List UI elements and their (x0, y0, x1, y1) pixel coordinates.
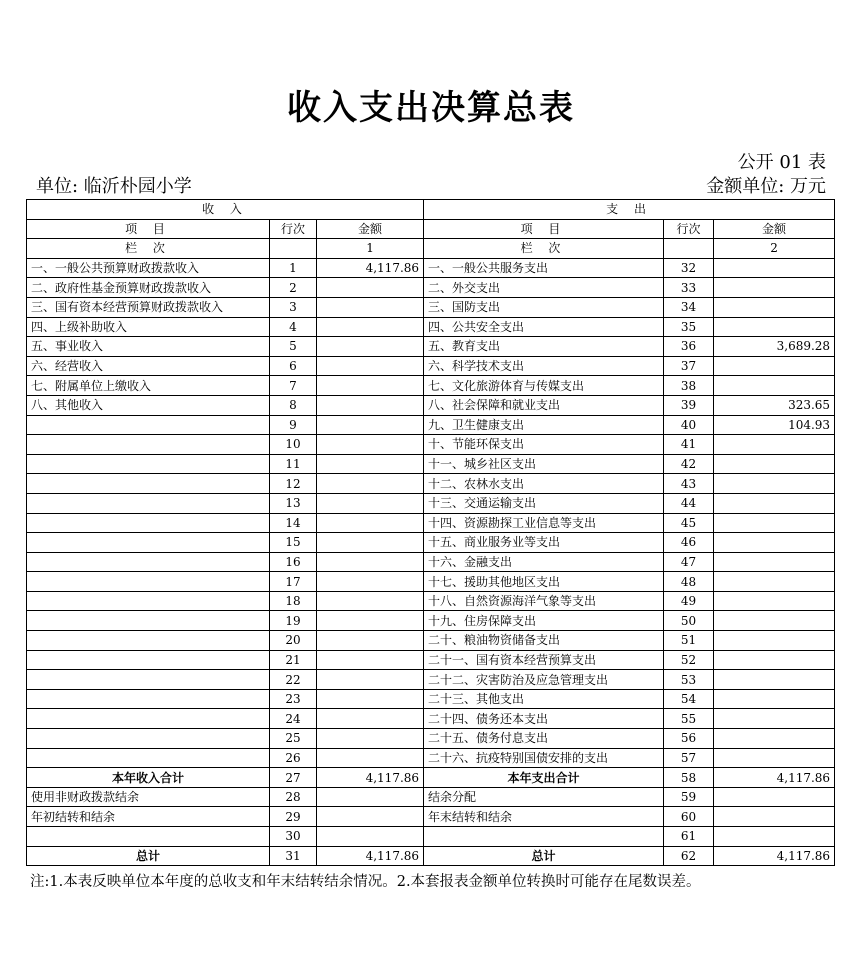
expense-item-name: 二十二、灾害防治及应急管理支出 (424, 670, 664, 690)
income-row-no: 15 (270, 533, 317, 553)
income-row-no: 4 (270, 317, 317, 337)
income-item-header: 项 目 (27, 219, 270, 239)
income-row-no: 16 (270, 552, 317, 572)
income-amount (317, 670, 424, 690)
expense-row-no: 44 (664, 493, 714, 513)
income-item-name: 本年收入合计 (27, 768, 270, 788)
income-amount (317, 513, 424, 533)
expense-item-name: 三、国防支出 (424, 297, 664, 317)
column-number-row (27, 239, 835, 259)
expense-row-no: 61 (664, 827, 714, 847)
table-row (27, 435, 835, 455)
expense-row-no: 58 (664, 768, 714, 788)
expense-row-no: 52 (664, 650, 714, 670)
income-item-name (27, 474, 270, 494)
expense-amount: 4,117.86 (714, 846, 835, 866)
expense-column-blank (664, 239, 714, 259)
expense-item-name: 十九、住房保障支出 (424, 611, 664, 631)
table-row (27, 827, 835, 847)
income-item-name (27, 650, 270, 670)
income-row-no: 24 (270, 709, 317, 729)
expense-amount (714, 807, 835, 827)
income-item-name (27, 631, 270, 651)
income-row-no: 25 (270, 729, 317, 749)
expense-row-no: 57 (664, 748, 714, 768)
income-amount (317, 611, 424, 631)
income-item-name (27, 729, 270, 749)
income-item-name (27, 513, 270, 533)
table-row (27, 689, 835, 709)
income-amount (317, 376, 424, 396)
expense-row-no: 35 (664, 317, 714, 337)
income-item-name: 二、政府性基金预算财政拨款收入 (27, 278, 270, 298)
income-row-no: 23 (270, 689, 317, 709)
income-item-name (27, 572, 270, 592)
expense-amount (714, 317, 835, 337)
expense-amount (714, 689, 835, 709)
income-amount (317, 493, 424, 513)
income-amount (317, 474, 424, 494)
income-row-no: 22 (270, 670, 317, 690)
table-row (27, 787, 835, 807)
income-amount (317, 356, 424, 376)
income-row-no: 3 (270, 297, 317, 317)
income-amount (317, 552, 424, 572)
table-row (27, 650, 835, 670)
expense-amount (714, 572, 835, 592)
income-row-no: 8 (270, 395, 317, 415)
income-item-name: 一、一般公共预算财政拨款收入 (27, 258, 270, 278)
expense-item-name (424, 827, 664, 847)
expense-item-name: 十六、金融支出 (424, 552, 664, 572)
expense-row-no: 45 (664, 513, 714, 533)
income-item-name (27, 454, 270, 474)
expense-amount (714, 493, 835, 513)
income-row-no-header: 行次 (270, 219, 317, 239)
table-row (27, 258, 835, 278)
income-row-no: 9 (270, 415, 317, 435)
expense-row-no: 32 (664, 258, 714, 278)
income-item-name (27, 415, 270, 435)
expense-row-no: 59 (664, 787, 714, 807)
income-item-name: 使用非财政拨款结余 (27, 787, 270, 807)
table-row (27, 278, 835, 298)
income-item-name (27, 611, 270, 631)
income-amount (317, 337, 424, 357)
income-item-name: 五、事业收入 (27, 337, 270, 357)
expense-column-label: 栏 次 (424, 239, 664, 259)
expense-item-name: 二十四、债务还本支出 (424, 709, 664, 729)
expense-row-no: 33 (664, 278, 714, 298)
expense-row-no: 43 (664, 474, 714, 494)
expense-row-no: 39 (664, 395, 714, 415)
expense-item-name: 二、外交支出 (424, 278, 664, 298)
expense-amount (714, 258, 835, 278)
income-item-name: 年初结转和结余 (27, 807, 270, 827)
expense-item-name: 十三、交通运输支出 (424, 493, 664, 513)
expense-row-no: 36 (664, 337, 714, 357)
expense-item-name: 十一、城乡社区支出 (424, 454, 664, 474)
income-amount (317, 395, 424, 415)
income-row-no: 1 (270, 258, 317, 278)
expense-amount (714, 356, 835, 376)
expense-amount (714, 435, 835, 455)
expense-amount (714, 474, 835, 494)
income-amount (317, 435, 424, 455)
income-amount (317, 689, 424, 709)
table-row (27, 513, 835, 533)
expense-row-no: 47 (664, 552, 714, 572)
expense-amount (714, 552, 835, 572)
table-row (27, 670, 835, 690)
income-amount (317, 415, 424, 435)
expense-row-no: 34 (664, 297, 714, 317)
income-amount (317, 297, 424, 317)
income-amount (317, 454, 424, 474)
income-row-no: 5 (270, 337, 317, 357)
expense-amount (714, 533, 835, 553)
expense-amount (714, 670, 835, 690)
income-amount: 4,117.86 (317, 846, 424, 866)
expense-item-name: 十五、商业服务业等支出 (424, 533, 664, 553)
income-column-blank (270, 239, 317, 259)
expense-row-no: 37 (664, 356, 714, 376)
expense-row-no: 38 (664, 376, 714, 396)
income-row-no: 18 (270, 591, 317, 611)
table-row (27, 474, 835, 494)
expense-item-name: 五、教育支出 (424, 337, 664, 357)
expense-item-name: 十四、资源勘探工业信息等支出 (424, 513, 664, 533)
expense-amount (714, 297, 835, 317)
income-row-no: 17 (270, 572, 317, 592)
expense-column-no: 2 (714, 239, 835, 259)
expense-row-no: 46 (664, 533, 714, 553)
table-body (27, 200, 835, 866)
income-item-name (27, 591, 270, 611)
expense-amount (714, 748, 835, 768)
expense-row-no: 48 (664, 572, 714, 592)
expense-item-name: 二十、粮油物资储备支出 (424, 631, 664, 651)
expense-item-name: 二十一、国有资本经营预算支出 (424, 650, 664, 670)
form-number: 公开 01 表 (737, 152, 826, 173)
table-row (27, 807, 835, 827)
income-row-no: 7 (270, 376, 317, 396)
table-row (27, 415, 835, 435)
expense-row-no: 40 (664, 415, 714, 435)
income-row-no: 21 (270, 650, 317, 670)
footnote: 注:1.本表反映单位本年度的总收支和年末结转结余情况。2.本套报表金额单位转换时可能存在尾数误差。 (30, 874, 701, 890)
income-row-no: 10 (270, 435, 317, 455)
income-amount (317, 748, 424, 768)
income-item-name (27, 533, 270, 553)
expense-amount (714, 827, 835, 847)
expense-amount: 104.93 (714, 415, 835, 435)
table-subheader-row (27, 219, 835, 239)
table-row (27, 552, 835, 572)
income-row-no: 19 (270, 611, 317, 631)
table-row (27, 395, 835, 415)
expense-item-name: 四、公共安全支出 (424, 317, 664, 337)
expense-row-no: 53 (664, 670, 714, 690)
income-row-no: 11 (270, 454, 317, 474)
income-row-no: 20 (270, 631, 317, 651)
expense-row-no: 56 (664, 729, 714, 749)
expense-amount: 323.65 (714, 395, 835, 415)
expense-item-name: 七、文化旅游体育与传媒支出 (424, 376, 664, 396)
expense-row-no: 54 (664, 689, 714, 709)
income-amount (317, 729, 424, 749)
income-amount (317, 317, 424, 337)
income-row-no: 27 (270, 768, 317, 788)
income-amount-header: 金额 (317, 219, 424, 239)
table-row (27, 454, 835, 474)
expense-amount: 3,689.28 (714, 337, 835, 357)
income-amount (317, 650, 424, 670)
income-row-no: 14 (270, 513, 317, 533)
table-row (27, 709, 835, 729)
income-row-no: 26 (270, 748, 317, 768)
grand-total-row (27, 846, 835, 866)
expense-amount (714, 591, 835, 611)
expense-item-name: 结余分配 (424, 787, 664, 807)
income-expense-table (26, 199, 835, 866)
table-header-row (27, 200, 835, 220)
income-amount (317, 631, 424, 651)
expense-amount (714, 454, 835, 474)
income-row-no: 6 (270, 356, 317, 376)
table-row (27, 591, 835, 611)
expense-amount (714, 513, 835, 533)
table-row (27, 493, 835, 513)
expense-item-name: 十七、援助其他地区支出 (424, 572, 664, 592)
expense-item-name: 年末结转和结余 (424, 807, 664, 827)
table-row (27, 729, 835, 749)
expense-item-name: 十八、自然资源海洋气象等支出 (424, 591, 664, 611)
expense-row-no: 42 (664, 454, 714, 474)
expense-amount (714, 611, 835, 631)
unit-label: 单位: 临沂朴园小学 (36, 176, 192, 197)
page-title: 收入支出决算总表 (287, 88, 575, 128)
income-amount (317, 827, 424, 847)
income-amount: 4,117.86 (317, 258, 424, 278)
table-row (27, 631, 835, 651)
table-row (27, 572, 835, 592)
income-row-no: 30 (270, 827, 317, 847)
income-row-no: 28 (270, 787, 317, 807)
currency-unit-label: 金额单位: 万元 (706, 176, 826, 197)
expense-item-name: 十二、农林水支出 (424, 474, 664, 494)
income-item-name (27, 552, 270, 572)
expense-row-no: 55 (664, 709, 714, 729)
expense-item-header: 项 目 (424, 219, 664, 239)
income-item-name: 六、经营收入 (27, 356, 270, 376)
income-item-name (27, 493, 270, 513)
income-item-name (27, 435, 270, 455)
expense-row-no: 62 (664, 846, 714, 866)
table-row (27, 533, 835, 553)
income-column-no: 1 (317, 239, 424, 259)
expense-item-name: 一、一般公共服务支出 (424, 258, 664, 278)
income-row-no: 29 (270, 807, 317, 827)
income-amount (317, 278, 424, 298)
table-row (27, 317, 835, 337)
income-item-name (27, 748, 270, 768)
income-row-no: 12 (270, 474, 317, 494)
expense-amount (714, 650, 835, 670)
expense-item-name: 二十三、其他支出 (424, 689, 664, 709)
income-amount (317, 572, 424, 592)
expense-row-no: 49 (664, 591, 714, 611)
income-amount: 4,117.86 (317, 768, 424, 788)
income-amount (317, 709, 424, 729)
income-amount (317, 787, 424, 807)
expense-amount (714, 631, 835, 651)
income-amount (317, 591, 424, 611)
expense-item-name: 十、节能环保支出 (424, 435, 664, 455)
table-row (27, 376, 835, 396)
expense-item-name: 八、社会保障和就业支出 (424, 395, 664, 415)
expense-amount (714, 787, 835, 807)
expense-amount (714, 278, 835, 298)
income-item-name (27, 689, 270, 709)
income-amount (317, 533, 424, 553)
year-total-row (27, 768, 835, 788)
income-item-name: 七、附属单位上缴收入 (27, 376, 270, 396)
income-row-no: 2 (270, 278, 317, 298)
expense-item-name: 二十六、抗疫特别国债安排的支出 (424, 748, 664, 768)
table-row (27, 748, 835, 768)
table-row (27, 356, 835, 376)
expense-amount (714, 729, 835, 749)
expense-item-name: 本年支出合计 (424, 768, 664, 788)
income-item-name: 三、国有资本经营预算财政拨款收入 (27, 297, 270, 317)
income-column-label: 栏 次 (27, 239, 270, 259)
expense-item-name: 二十五、债务付息支出 (424, 729, 664, 749)
income-item-name (27, 670, 270, 690)
expense-row-no-header: 行次 (664, 219, 714, 239)
expense-row-no: 51 (664, 631, 714, 651)
expense-row-no: 41 (664, 435, 714, 455)
expense-item-name: 六、科学技术支出 (424, 356, 664, 376)
income-row-no: 31 (270, 846, 317, 866)
income-item-name (27, 827, 270, 847)
income-item-name: 总计 (27, 846, 270, 866)
table-row (27, 611, 835, 631)
table-row (27, 337, 835, 357)
expense-row-no: 60 (664, 807, 714, 827)
income-item-name: 八、其他收入 (27, 395, 270, 415)
expense-amount-header: 金额 (714, 219, 835, 239)
expense-amount (714, 376, 835, 396)
expense-row-no: 50 (664, 611, 714, 631)
income-item-name (27, 709, 270, 729)
expense-amount (714, 709, 835, 729)
income-amount (317, 807, 424, 827)
expense-item-name: 总计 (424, 846, 664, 866)
expense-amount: 4,117.86 (714, 768, 835, 788)
income-row-no: 13 (270, 493, 317, 513)
expense-header: 支 出 (424, 200, 835, 220)
expense-item-name: 九、卫生健康支出 (424, 415, 664, 435)
table-row (27, 297, 835, 317)
income-header: 收 入 (27, 200, 424, 220)
income-item-name: 四、上级补助收入 (27, 317, 270, 337)
